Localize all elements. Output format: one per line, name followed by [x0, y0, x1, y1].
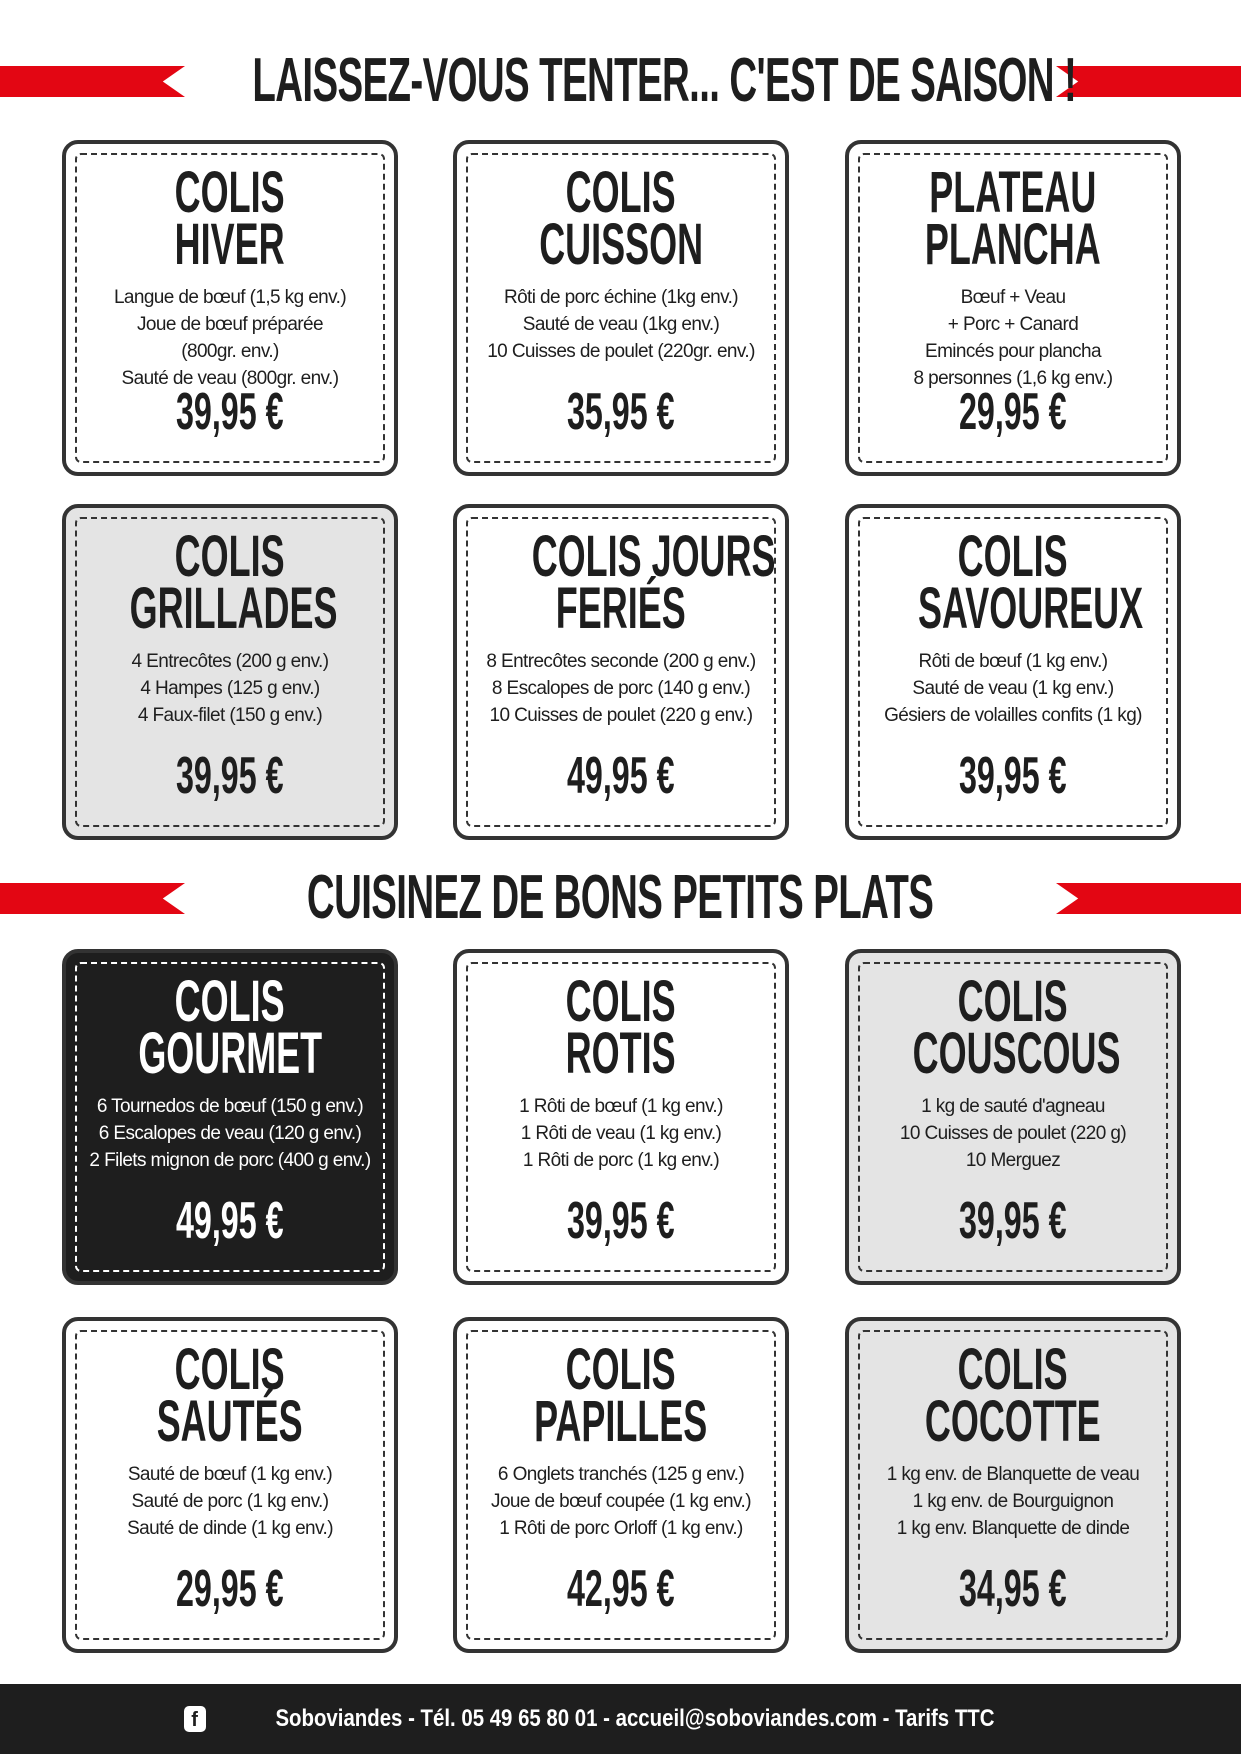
- product-price: 29,95 €: [959, 383, 1067, 441]
- product-item: 2 Filets mignon de porc (400 g env.): [89, 1150, 371, 1171]
- product-card: [845, 504, 1181, 840]
- product-item: + Porc + Canard: [947, 314, 1079, 335]
- product-price: 39,95 €: [176, 747, 284, 805]
- product-item: Joue de bœuf coupée (1 kg env.): [491, 1491, 751, 1512]
- product-price: 34,95 €: [959, 1560, 1067, 1618]
- product-item: 4 Faux-filet (150 g env.): [137, 705, 323, 726]
- product-item: Gésiers de volailles confits (1 kg): [884, 705, 1142, 726]
- product-card: [845, 140, 1181, 476]
- product-item: 1 Rôti de bœuf (1 kg env.): [519, 1096, 723, 1117]
- product-card: [453, 140, 789, 476]
- section-title: CUISINEZ DE BONS PETITS PLATS: [307, 863, 934, 932]
- product-item: 1 kg env. de Blanquette de veau: [886, 1464, 1140, 1485]
- product-title: COLIS: [175, 1337, 285, 1402]
- product-items: [66, 1093, 394, 1174]
- product-item: 4 Entrecôtes (200 g env.): [131, 651, 329, 672]
- product-title: PLANCHA: [925, 212, 1101, 277]
- product-title: CUISSON: [539, 212, 703, 277]
- product-title: GRILLADES: [129, 576, 338, 641]
- product-price: 42,95 €: [567, 1560, 675, 1618]
- product-card: [62, 949, 398, 1285]
- product-item: Sauté de porc (1 kg env.): [131, 1491, 329, 1512]
- product-item: 8 Entrecôtes seconde (200 g env.): [486, 651, 756, 672]
- product-title: COLIS: [958, 524, 1068, 589]
- product-price: 39,95 €: [176, 383, 284, 441]
- product-item: 10 Merguez: [965, 1150, 1061, 1171]
- product-title: HIVER: [175, 212, 285, 277]
- product-price: 35,95 €: [567, 383, 675, 441]
- product-price: 39,95 €: [959, 747, 1067, 805]
- product-price: 39,95 €: [567, 1192, 675, 1250]
- product-item: Langue de bœuf (1,5 kg env.): [113, 287, 347, 308]
- product-item: 6 Onglets tranchés (125 g env.): [497, 1464, 745, 1485]
- section-banner: [0, 46, 1241, 115]
- product-item: Sauté de veau (1kg env.): [522, 314, 720, 335]
- product-title: COLIS: [566, 160, 676, 225]
- facebook-icon[interactable]: f: [184, 1706, 206, 1732]
- section-banner: [0, 863, 1241, 932]
- product-items: [457, 1461, 785, 1542]
- product-item: 8 personnes (1,6 kg env.): [913, 368, 1113, 389]
- product-item: 4 Hampes (125 g env.): [140, 678, 320, 699]
- product-title: FERIÉS: [556, 576, 686, 641]
- product-price: 39,95 €: [959, 1192, 1067, 1250]
- product-item: 1 kg env. Blanquette de dinde: [896, 1518, 1130, 1539]
- product-title: GOURMET: [138, 1021, 322, 1086]
- product-price: 49,95 €: [567, 747, 675, 805]
- product-card: [62, 140, 398, 476]
- product-title: ROTIS: [566, 1021, 676, 1086]
- product-title: PAPILLES: [534, 1389, 708, 1454]
- product-item: (800gr. env.): [181, 341, 279, 362]
- product-title: SAVOUREUX: [917, 576, 1144, 641]
- product-card: [453, 504, 789, 840]
- product-items: [457, 1093, 785, 1174]
- product-title: COLIS: [958, 969, 1068, 1034]
- product-item: Rôti de porc échine (1kg env.): [503, 287, 739, 308]
- product-title: COCOTTE: [925, 1389, 1101, 1454]
- product-card: [845, 949, 1181, 1285]
- product-item: 1 Rôti de veau (1 kg env.): [520, 1123, 722, 1144]
- product-item: 8 Escalopes de porc (140 g env.): [491, 678, 751, 699]
- product-title: COLIS: [175, 160, 285, 225]
- product-price: 49,95 €: [176, 1192, 284, 1250]
- product-item: Sauté de dinde (1 kg env.): [127, 1518, 333, 1539]
- product-item: Sauté de veau (800gr. env.): [121, 368, 339, 389]
- product-items: [66, 648, 394, 729]
- product-item: 6 Escalopes de veau (120 g env.): [98, 1123, 362, 1144]
- product-title: COLIS: [958, 1337, 1068, 1402]
- footer: [0, 1684, 1241, 1754]
- product-item: 1 Rôti de porc (1 kg env.): [522, 1150, 720, 1171]
- product-item: Sauté de veau (1 kg env.): [912, 678, 1114, 699]
- product-card: [62, 1317, 398, 1653]
- product-item: 10 Cuisses de poulet (220gr. env.): [487, 341, 755, 362]
- product-item: Rôti de bœuf (1 kg env.): [918, 651, 1108, 672]
- product-items: [849, 1461, 1177, 1542]
- product-item: 1 Rôti de porc Orloff (1 kg env.): [499, 1518, 743, 1539]
- product-item: 6 Tournedos de bœuf (150 g env.): [96, 1096, 364, 1117]
- product-items: [457, 648, 785, 729]
- product-card: [453, 949, 789, 1285]
- product-item: Sauté de bœuf (1 kg env.): [127, 1464, 333, 1485]
- product-items: [457, 284, 785, 365]
- product-card: [453, 1317, 789, 1653]
- product-item: Joue de bœuf préparée: [137, 314, 323, 335]
- product-title: COLIS: [566, 1337, 676, 1402]
- product-title: COUSCOUS: [912, 1021, 1121, 1086]
- product-title: COLIS JOURS: [531, 524, 776, 589]
- product-item: 1 kg env. de Bourguignon: [912, 1491, 1114, 1512]
- product-price: 29,95 €: [176, 1560, 284, 1618]
- footer-contact: Soboviandes - Tél. 05 49 65 80 01 - accueil@soboviandes.com - Tarifs TTC: [274, 1705, 995, 1732]
- product-items: [849, 648, 1177, 729]
- product-item: Emincés pour plancha: [925, 341, 1101, 362]
- product-item: 1 kg de sauté d'agneau: [921, 1096, 1105, 1117]
- product-item: 10 Cuisses de poulet (220 g): [899, 1123, 1127, 1144]
- product-items: [849, 284, 1177, 392]
- product-title: COLIS: [566, 969, 676, 1034]
- product-title: SAUTÉS: [157, 1389, 303, 1454]
- product-items: [66, 284, 394, 392]
- product-card: [845, 1317, 1181, 1653]
- product-title: PLATEAU: [929, 160, 1097, 225]
- product-items: [66, 1461, 394, 1542]
- product-card: [62, 504, 398, 840]
- product-items: [849, 1093, 1177, 1174]
- product-item: 10 Cuisses de poulet (220 g env.): [489, 705, 753, 726]
- product-item: Bœuf + Veau: [960, 287, 1066, 308]
- product-title: COLIS: [175, 524, 285, 589]
- section-title: LAISSEZ-VOUS TENTER... C'EST DE SAISON !: [252, 46, 1077, 115]
- product-title: COLIS: [175, 969, 285, 1034]
